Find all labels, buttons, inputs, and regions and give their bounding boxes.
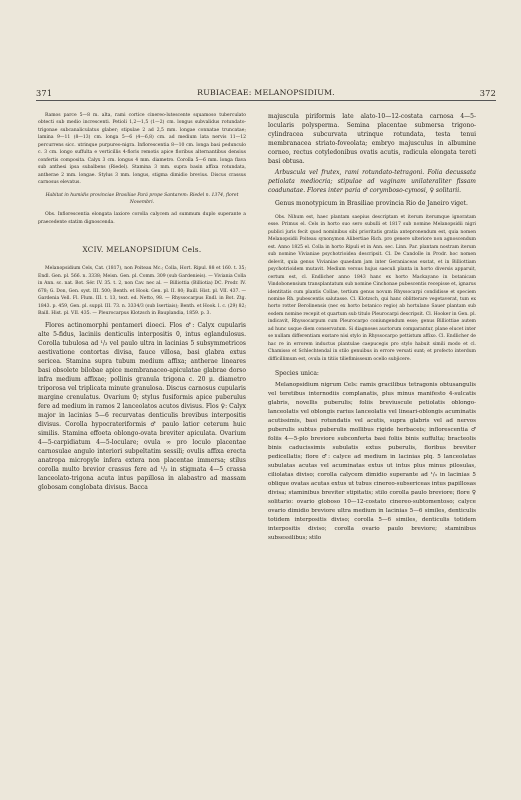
- page-number-left: 371: [36, 88, 53, 98]
- running-head: [36, 86, 496, 101]
- species-description-continued: Ramos parce 5—8 m. alta, rami cortice cinereo-lutescente squamoso tuberculato obtecti sub medio increscenti. Petioli 1,2—1,5 (1—2) cm. longus subvalidus rotundato-trigonae subcanaliculatus glaber; stipulae 2 ad 2,5 mm. longae connatae truncatae; lamina 9—11 (8—13) cm. longa 5—6 (4—6,8) cm. ad medium lata nervis 11—12 percurrens sicc. utrinque purpureo-nigra. Inflorescentia 8—10 cm. longa basi pedunculo c. 3 cm. longo suffulta e verticillis 4-floris remotis apice floribus alternantibus densius confertis composita. Calyx 3 cm. longus 4 mm. diametro. Corolla 5—6 mm. longa flava sub anthesi ipsa subalbens (Riedel). Stamina 3 mm. supra basin affixa rotundata, antherae 2 mm. longae. Stylus 3 mm. longus, stigma dimidio brevius. Discus crassus carnosus elevatus.: [38, 113, 246, 186]
- right-column: [268, 112, 476, 543]
- species-description: Melanopsidium nigrum Cels: ramis gracilibus tetragonis obtusangulis vel teretibus internodiis complanatis, plus minus manifesto 4-sulcatis glabris, novellis puberulis; foliis breviuscule petiolatis oblongo-lanceolatis vel oblongis rarius lanceolatis vel lineari-oblongis acuminatis acutissimis, basi rotundatis vel acutis, supra glabris vel ad nervos puberulis subtus puberulis mollibus rigide herbaceis; inflorescentia ♂ foliis 4—5-plo breviore subconferta basi foliis binis suffulta; bracteolis binis caducissimis subulatis extus puberulis, floribus breviter pedicellatis; flore ♂: calyce ad medium in lacinias plq. 5 lanceolatas subulatas acutas vel acuminatas extus ut intus plus minus pilosulas, ciliolatas diviso; corolla calycem dimidio superante ad ¹/₃ in lacinias 5 oblique ovatas acutas extus ut tubus cinereo-subsericeas intus papillosas divisa; staminibus breviter stipitatis; stilo corolla paulo breviore; flore ♀ solitario: ovario globoso 10—12-costato cinereo-subtomentoso; calyce ovario dimidio breviore ultra medium in lacinias 5—6 similes, denticulis totidem interpositis diviso; corolla 5—6 similes, denticulis totidem interpositis diviso; corolla ovario paulo breviore; staminibus subsessilibus; stilo: [268, 382, 476, 542]
- habitat-note: Habitat in humidis provinciae Brasiliae Pará prope Santarem: Riedel n. 1374, floret Novembri.: [45, 192, 239, 205]
- genus-synonymy: Melanopsidium Cels, Cat. (1817), non Poiteau Mc.; Colla, Hort. Ripul. 88 et 160. t. 35; Endl. Gen. pl. 566. n. 3338; Meisn. Gen. pl. Comm. 309 (sub Gardenieis). — Viviania Colla in Ann. sc. nat. Bot. Sér. IV. 35. t. 2, non Cav. nec al. — Billiottia (Billiotia) DC. Prodr. IV. 678; G. Don, Gen. syst. III. 500; Benth. et Hook. Gen. pl. II. 80; Baill. Hist. pl. VII. 437. — Gardenia Vell. Fl. Flum. III. t. 13, text. ed. Netto, 98. — Rhyssocarpus Endl. in Bot. Ztg. 1843. p. 459, Gen. pl. suppl. III. 73. n. 3334/3 (sub Isertiais); Benth. et Hook. l. c. (29) 82; Baill. Hist. pl. VII. 435. — Pleurocarpus Klotzsch in Bauplandia, 1859. p. 3.: [38, 266, 246, 317]
- genus-distribution: Genus monotypicum in Brasiliae provincia Rio de Janeiro viget.: [275, 200, 468, 207]
- genus-heading: XCIV. MELANOPSIDIUM Cels.: [82, 245, 202, 255]
- left-column: [38, 112, 246, 492]
- page-number-right: 372: [479, 88, 496, 98]
- observation-note: Obs. Inflorescentia elongata laxiore corolla calycem ad summum duplo superante a praecedente statim dignoscenda.: [38, 212, 246, 225]
- running-title: RUBIACEAE: MELANOPSIDIUM.: [197, 88, 335, 97]
- habit-description: Arbuscula vel frutex, rami rotundato-tetragoni. Folia decussata petiolata mediocria; stipulae ad vaginam unilateraliter fissam coadunatae. Flores inter paria ♂ corymboso-cymosi, ♀ solitarii.: [268, 169, 476, 194]
- genus-description: Flores actinomorphi pentameri dioeci. Flos ♂: Calyx cupularis alte 5-fidus, laciniis denticulis interpositis 0, intus eglandulosus. Corolla tubulosa ad ¹/₃ vel paulo ultra in lacinias 5 subsymmetricos aestivatione contortas divisa, fauce villosa, basi glabra extus sericea. Stamina supra tubum medium affixa; antherae lineares basi obsolete bilobae apice membranaceo-apiculatae glabrae dorso infra medium affixae; pollinis granula trigona c. 20 μ. diametro triporosa vel triplicata minute granulosa. Discus carnosus cupularis margine crenulatus. Ovarium 0; stylus fusiformis apice puberulus fere ad medium in ramos 2 lanceolatos acutos divisus. Flos ♀: Calyx major in lacinias 5—6 recurvatas denticulis brevibus interpositis divisus. Corolla hypocrateriformis ♂ paulo latior ceterum huic similis. Stamina effoeta oblongo-ovata breviter apiculata. Ovarium 4—5-carpidiatum 4—5-loculare; ovula ∞ pro loculo placentae carnosulae angulo interiori subpeltatim sessili; ovulis affixa erecta anatropa micropyle infera extera non placentae immersa; stilus corolla multo brevior crassus fere ad ¹/₂ in stigmata 4—5 crassa lanceolato-trigona acuta intus papillosa in alabastro ad massam globosam conglobata divisus. Bacca: [38, 321, 246, 491]
- genus-description-continued: majuscula piriformis late alato-10—12-costata carnosa 4—5-locularis polysperma. Semina placentae submersa trigono-cylindracea subcurvata utrinque rotundata, testa tenui membranacea striato-foveolata; embryo majusculus in albumine corneo, rectus cotyledonibus ovatis acutis, radicula elongata tereti basi obtusa.: [268, 113, 476, 165]
- species-heading: Species unica:: [275, 370, 319, 378]
- genus-observation: Obs. Nihum est, haec plantam saepius descriptam et iterum iterumque ignoratam esse. Primus el. Cels in horto suo sero subulli et 1817 sub nomine Melanopsidii nigri publici juris fecit quod nominibus sibi prioritatis gratia antepronendum est, quia nomen Melanopsidii Poiteau synonymon Alibertiae Rich. pro genere ulteriore non agnoscendum est. Anno 1825 el. Colla in horto Ripuli et in Ann. sec. Linn. Par. plantam nostram iterum sub nomine Vivianiae psychotrioidea descripsit. Cl. De Candolle in Prodr. hoc nomen delevit, quia genus Vivianiae quaedam jam inter Geraniaceas exstat, et in Billiottiam psychotrioidem mutavit. Medium versus hujus saeculi planta in horto diversis apparuit, certum est, cl. Endlicher anno 1843 hanc ex horto Mackayano in botanicam Vindobonensium transplantatum sub nomine Cinchonae pubescentis recepisse et, ignarus identitatis cum plantis Collae, tertium genus novum Rhyssocarpi condidisse et speciem nomine Rh. pubescentis salutasse. Cl. Klotzsch, qui hanc oblitterare vegetaverat, tum ex horto rotter Berolinensis (nec ex horto botanico regio) ab hortulano Sauer plantam sub eodem nomine recepit et quartum sub titulo Pleurocarpi descripsit. Cl. Hooker in Gen. pl. indicavit, Rhyssocarpum cum Pleurocarpo coniungendum esse; genus Billiottiae autem ad hunc usque diem conservatum. Si diagnoses auctorum comparantur, plane elucet inter se nullam differentiam exstare nisi stylo in Rhyssocarpo pettistum affixo. Cl. Endlicher de hac re in errorem inductus plantulae caepucegis pro stylo habuit simili modo et cl. Chamisso et Schlechtendal in stilo genuibus in errore versati sunt; et profecto interdum difficillimum est, ovula in titiis tiliefimisseum ocello subjicere.: [268, 215, 477, 362]
